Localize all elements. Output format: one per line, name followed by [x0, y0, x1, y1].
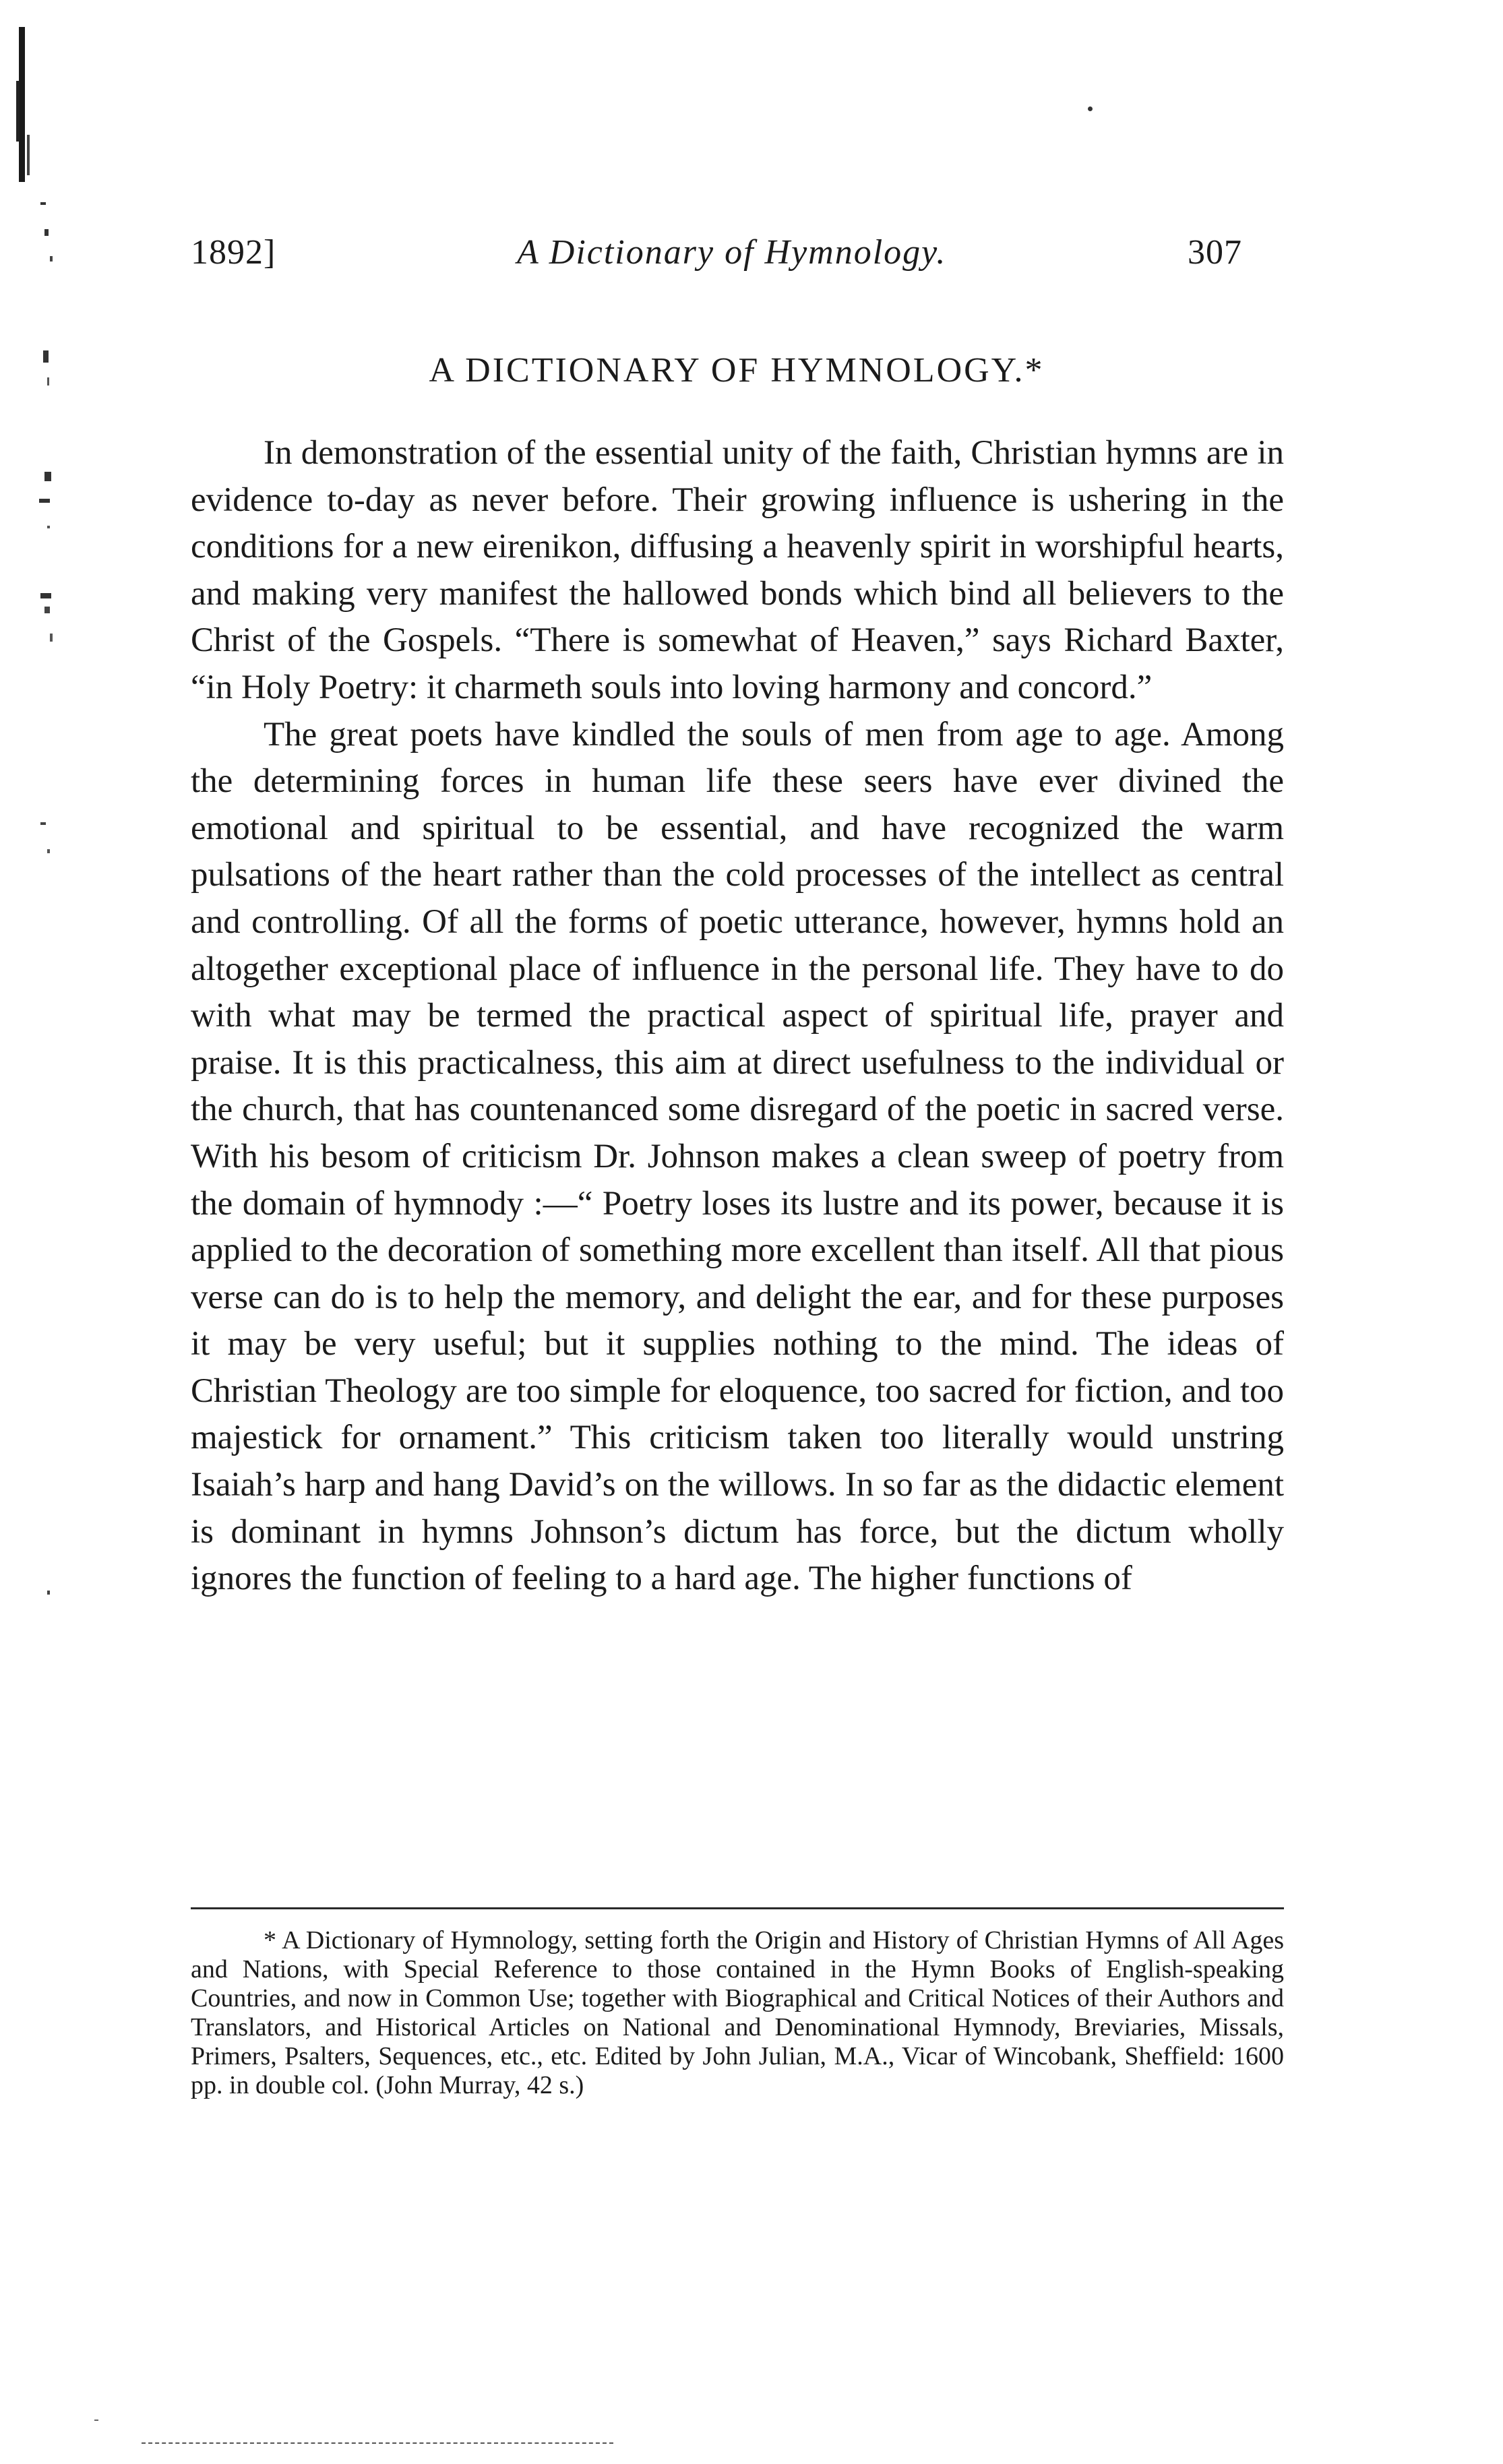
running-head — [191, 225, 1242, 279]
scan-bottom-line — [142, 2442, 613, 2444]
footnote: * A Dictionary of Hymnology, setting forth the Origin and History of Christian Hymns of All Ages and Nations, with Special Reference to those contained in the Hymn Books of English-speaking Countries, and now in Common Use; together with Biographical and Critical Notices of their Authors and Translators, and Historical Articles on National and Denominational Hymnody, Breviaries, Missals, Primers, Psalters, Sequences, etc., etc. Edited by John Julian, M.A., Vicar of Wincobank, Sheffield: 1600 pp. in double col. (John Murray, 42 s.) — [191, 1926, 1284, 2099]
page-number: 307 — [1187, 233, 1242, 272]
article-title: A DICTIONARY OF HYMNOLOGY.* — [429, 351, 1045, 390]
footnote-rule — [191, 1907, 1284, 1909]
running-head-year: 1892] — [191, 233, 276, 272]
article-body — [191, 430, 1284, 1603]
scan-edge-marks — [0, 0, 101, 2464]
paragraph: In demonstration of the essential unity of the faith, Christian hymns are in evidence to-day as never before. Their growing influence is ushering in the conditions for a new eirenikon, diffusing a heavenly spirit in worshipful hearts, and making very manifest the hallowed bonds which bind all believers to the Christ of the Gospels. “There is somewhat of Heaven,” says Richard Baxter, “in Holy Poetry: it charmeth souls into loving harmony and concord.” — [191, 434, 1284, 706]
scan-speck — [1088, 106, 1093, 111]
paragraph: The great poets have kindled the souls of men from age to age. Among the determining forces in human life these seers have ever divined the emotional and spiritual to be essential, and have recognized the warm pulsations of the heart rather than the cold processes of the intellect as central and controlling. Of all the forms of poetic utterance, however, hymns hold an altogether exceptional place of influence in the personal life. They have to do with what may be termed the practical aspect of spiritual life, prayer and praise. It is this practicalness, this aim at direct usefulness to the individual or the church, that has countenanced some disregard of the poetic in sacred verse. With his besom of criticism Dr. Johnson makes a clean sweep of poetry from the domain of hymnody :—“ Poetry loses its lustre and its power, because it is applied to the decoration of something more excellent than itself. All that pious verse can do is to help the memory, and delight the ear, and for these purposes it may be very useful; but it supplies nothing to the mind. The ideas of Christian Theology are too simple for eloquence, too sacred for fiction, and too majestick for ornament.” This criticism taken too literally would unstring Isaiah’s harp and hang David’s on the willows. In so far as the didactic element is dominant in hymns Johnson’s dictum has force, but the dictum wholly ignores the function of feeling to a hard age. The higher functions of — [191, 715, 1284, 1598]
running-head-title: A Dictionary of Hymnology. — [516, 233, 947, 272]
